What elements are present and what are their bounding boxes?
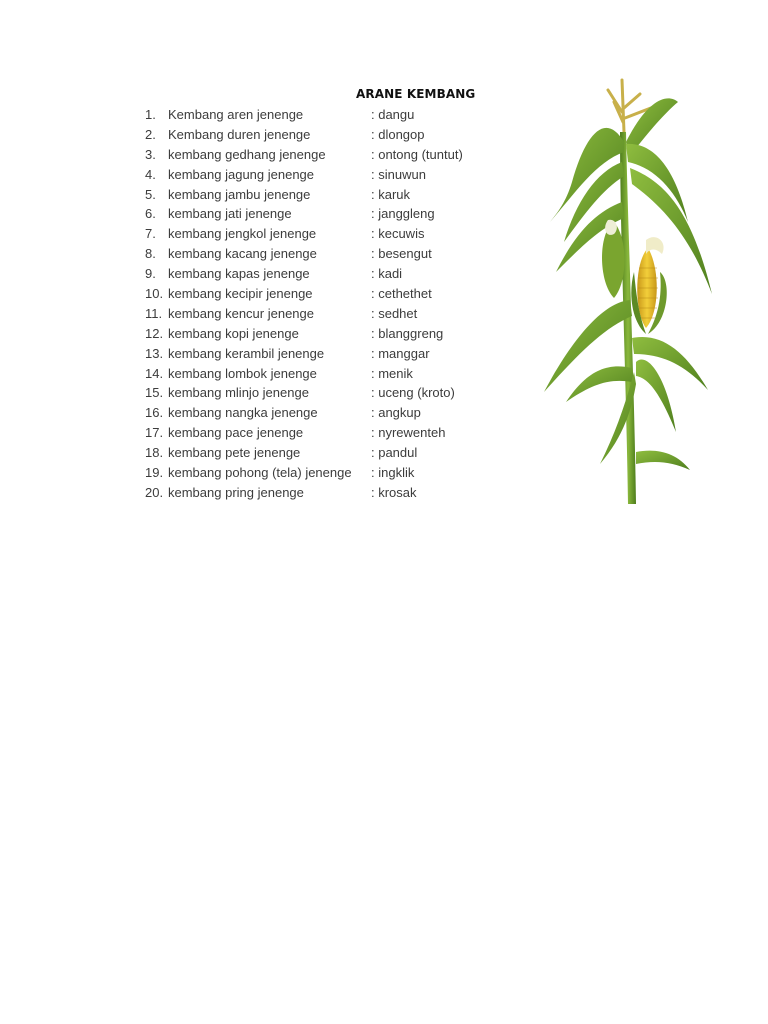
item-number: 12. (145, 325, 164, 341)
item-meaning: : manggar (371, 345, 430, 361)
item-number: 15. (145, 385, 164, 401)
item-term: kembang jati jenenge (168, 206, 292, 222)
item-number: 6. (145, 206, 156, 222)
item-term: kembang kapas jenenge (168, 266, 310, 282)
item-term: kembang mlinjo jenenge (168, 385, 309, 401)
item-number: 3. (145, 146, 156, 162)
item-meaning: : sinuwun (371, 166, 426, 182)
item-meaning: : blanggreng (371, 325, 444, 341)
item-term: Kembang duren jenenge (168, 126, 311, 142)
item-term: kembang kopi jenenge (168, 325, 299, 341)
item-term: kembang jagung jenenge (168, 166, 315, 182)
item-term: kembang pring jenenge (168, 484, 304, 500)
item-term: Kembang aren jenenge (168, 107, 304, 122)
item-number: 16. (145, 405, 164, 421)
item-number: 18. (145, 445, 164, 461)
item-term: kembang pete jenenge (168, 445, 301, 461)
item-meaning: : nyrewenteh (371, 425, 446, 441)
item-meaning: : dangu (371, 107, 415, 122)
item-meaning: : angkup (371, 405, 421, 421)
item-meaning: : karuk (371, 186, 411, 202)
item-meaning: : ingklik (371, 465, 415, 481)
item-number: 9. (145, 266, 156, 282)
item-number: 4. (145, 166, 156, 182)
item-meaning: : sedhet (371, 305, 418, 321)
item-term: kembang pohong (tela) jenenge (168, 465, 352, 481)
item-number: 1. (145, 107, 156, 122)
item-term: kembang jengkol jenenge (168, 226, 317, 242)
item-number: 2. (145, 126, 156, 142)
item-term: kembang gedhang jenenge (168, 146, 326, 162)
item-meaning: : besengut (371, 246, 432, 262)
item-meaning: : kecuwis (371, 226, 425, 242)
item-meaning: : krosak (371, 484, 417, 500)
item-term: kembang kerambil jenenge (168, 345, 325, 361)
item-meaning: : uceng (kroto) (371, 385, 455, 401)
item-number: 10. (145, 286, 164, 302)
item-term: kembang lombok jenenge (168, 365, 317, 381)
corn-plant-icon (536, 72, 720, 508)
page-title: ARANE KEMBANG (356, 87, 476, 101)
item-term: kembang pace jenenge (168, 425, 304, 441)
item-meaning: : kadi (371, 266, 403, 282)
item-number: 5. (145, 186, 156, 202)
item-number: 11. (145, 305, 163, 321)
item-term: kembang kencur jenenge (168, 305, 314, 321)
item-term: kembang nangka jenenge (168, 405, 318, 421)
item-meaning: : janggleng (371, 206, 435, 222)
item-number: 20. (145, 484, 164, 500)
item-meaning: : cethethet (371, 286, 432, 302)
item-meaning: : pandul (371, 445, 418, 461)
item-meaning: : menik (371, 365, 413, 381)
item-term: kembang jambu jenenge (168, 186, 311, 202)
item-number: 8. (145, 246, 156, 262)
item-term: kembang kacang jenenge (168, 246, 317, 262)
item-meaning: : ontong (tuntut) (371, 146, 463, 162)
item-term: kembang kecipir jenenge (168, 286, 313, 302)
item-number: 13. (145, 345, 164, 361)
item-number: 17. (145, 425, 164, 441)
item-number: 19. (145, 465, 164, 481)
item-meaning: : dlongop (371, 126, 425, 142)
item-number: 14. (145, 365, 164, 381)
item-number: 7. (145, 226, 156, 242)
